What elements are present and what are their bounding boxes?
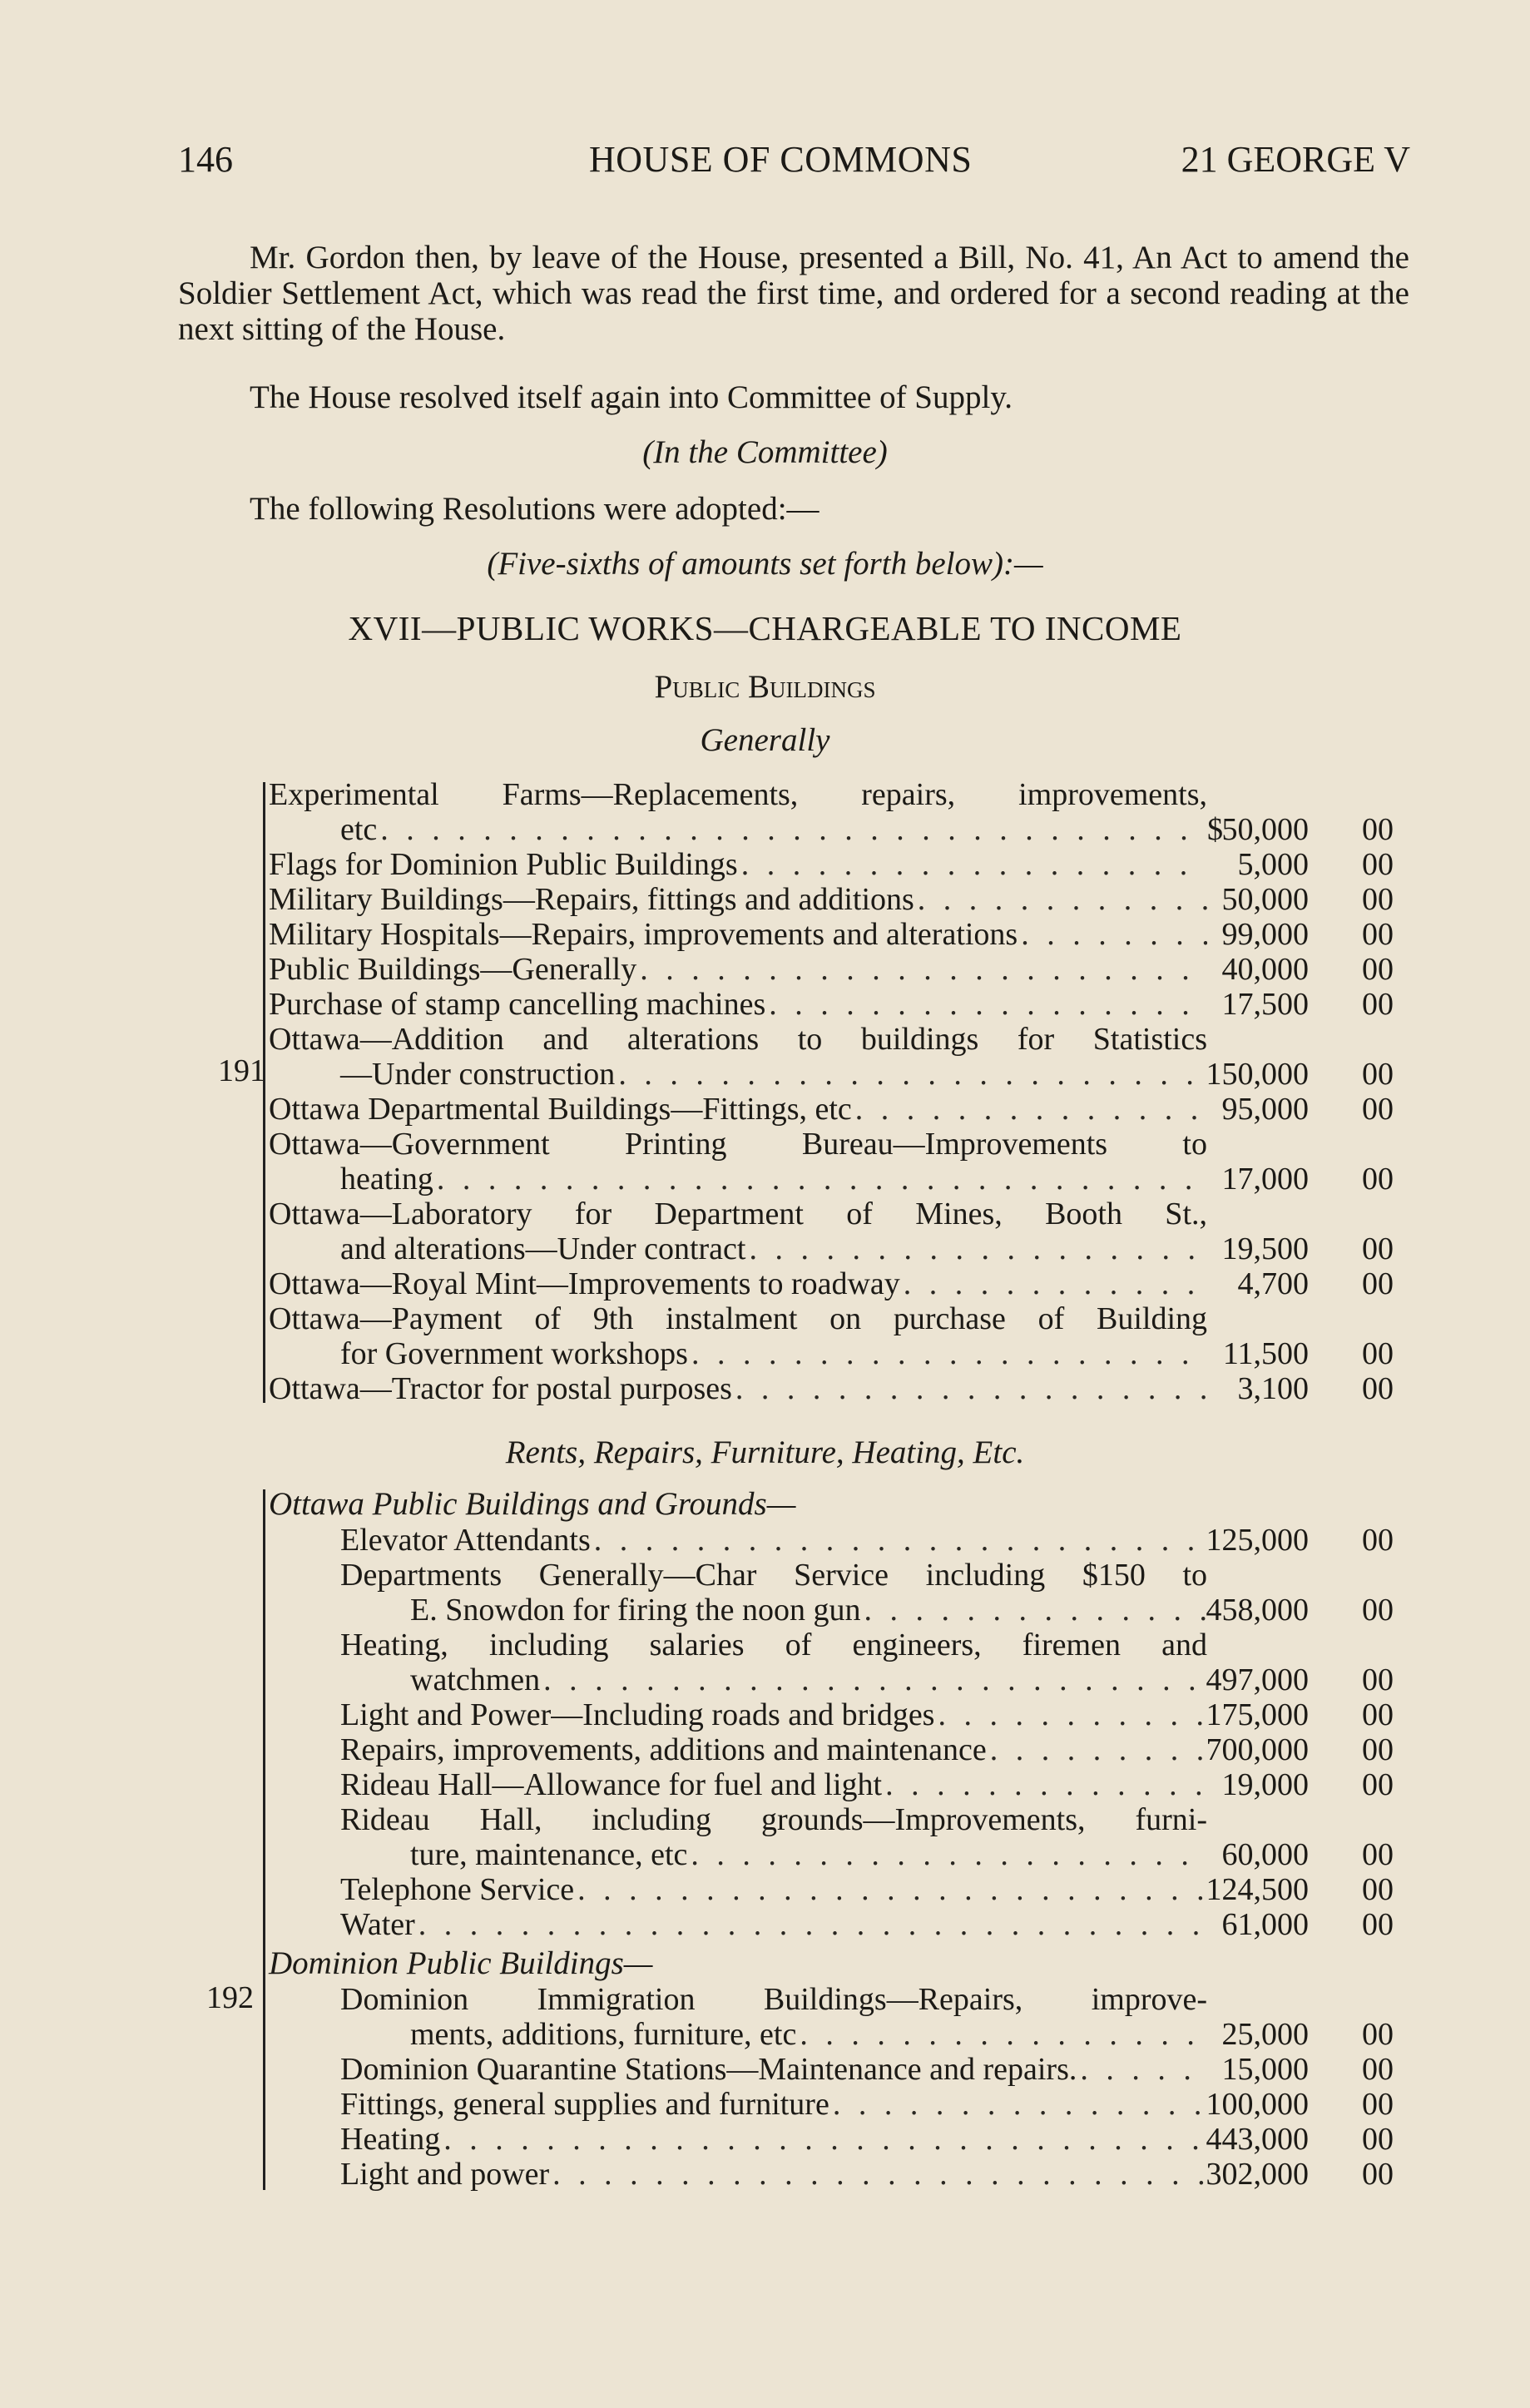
entry-description: watchmen [410, 1662, 541, 1697]
entry-amount: 17,500 [1221, 987, 1309, 1022]
entry-row [269, 1837, 1415, 1872]
entry-row [269, 1092, 1415, 1127]
entry-row [269, 1872, 1415, 1907]
page-number: 146 [178, 139, 233, 180]
group-192-label: 192 [206, 1980, 254, 2015]
entry-description: Experimental Farms—Replacements, repairs, improvements, [269, 777, 1207, 812]
entry-description: Rideau Hall—Allowance for fuel and light [340, 1767, 883, 1802]
entry-amount: 61,000 [1221, 1907, 1309, 1942]
entry-amount: 4,700 [1237, 1266, 1309, 1301]
group-191-label: 191 [218, 1053, 265, 1088]
leader-dots [618, 1057, 1207, 1092]
leader-dots [749, 1231, 1207, 1266]
entry-amount: 124,500 [1206, 1872, 1309, 1907]
entry-cents: 00 [1362, 987, 1394, 1022]
group-192-bracket [263, 1489, 265, 2190]
entry-description: for Government workshops [340, 1336, 688, 1371]
entry-amount: 15,000 [1221, 2052, 1309, 2087]
group-191-list [269, 777, 1415, 1406]
in-committee-line: (In the Committee) [642, 434, 888, 470]
leader-dots [443, 2122, 1207, 2157]
entry-cents: 00 [1362, 1907, 1394, 1942]
public-buildings-heading: Public Buildings [654, 669, 876, 705]
entry-amount: 443,000 [1206, 2122, 1309, 2157]
entry-row [269, 1593, 1415, 1628]
entry-description: Rideau Hall, including grounds—Improvements, furni- [340, 1802, 1207, 1837]
leader-dots [594, 1523, 1207, 1558]
entry-row [269, 2122, 1415, 2157]
section-heading: XVII—PUBLIC WORKS—CHARGEABLE TO INCOME [348, 609, 1182, 647]
leader-dots [741, 847, 1207, 882]
entry-cents: 00 [1362, 1523, 1394, 1558]
entry-description: E. Snowdon for firing the noon gun [410, 1593, 861, 1628]
entry-description: Departments Generally—Char Service including $150 to [340, 1558, 1207, 1593]
entry-cents: 00 [1362, 2017, 1394, 2052]
entry-description: Ottawa—Laboratory for Department of Mines, Booth St., [269, 1197, 1207, 1231]
entry-amount: 19,500 [1221, 1231, 1309, 1266]
entry-row [269, 1301, 1415, 1336]
leader-dots [990, 1732, 1207, 1767]
leader-dots [691, 1837, 1207, 1872]
entry-cents: 00 [1362, 1662, 1394, 1697]
entry-description: Ottawa—Royal Mint—Improvements to roadway [269, 1266, 900, 1301]
entry-row [269, 812, 1415, 847]
entry-amount: 95,000 [1221, 1092, 1309, 1127]
entry-amount: 60,000 [1221, 1837, 1309, 1872]
resolutions-line: The following Resolutions were adopted:— [250, 491, 819, 527]
entry-amount: 497,000 [1206, 1662, 1309, 1697]
entry-description: Dominion Immigration Buildings—Repairs, improve- [340, 1982, 1207, 2017]
entry-description: Ottawa—Payment of 9th instalment on purchase of Building [269, 1301, 1207, 1336]
intro-paragraph: Mr. Gordon then, by leave of the House, presented a Bill, No. 41, An Act to amend the Soldier Settlement Act, which was read the first time, and ordered for a second reading at the next sitting of the House. [178, 240, 1409, 347]
entry-row [269, 1523, 1415, 1558]
entry-row [269, 2157, 1415, 2192]
entry-description: Ottawa—Tractor for postal purposes [269, 1371, 732, 1406]
entry-row [269, 1558, 1415, 1593]
leader-dots [885, 1767, 1207, 1802]
entry-row [269, 2017, 1415, 2052]
regnal-year: 21 GEORGE V [1181, 139, 1410, 180]
entry-cents: 00 [1362, 1697, 1394, 1732]
entry-amount: 5,000 [1237, 847, 1309, 882]
entry-description: Fittings, general supplies and furniture [340, 2087, 829, 2122]
entry-amount: 40,000 [1221, 952, 1309, 987]
entry-amount: 50,000 [1221, 812, 1309, 847]
leader-dots [904, 1266, 1207, 1301]
entry-description: Dominion Quarantine Stations—Maintenance and repairs. [340, 2052, 1077, 2087]
entry-amount: 25,000 [1221, 2017, 1309, 2052]
entry-row [269, 1732, 1415, 1767]
leader-dots [800, 2017, 1207, 2052]
leader-dots [1021, 917, 1207, 952]
entry-cents: 00 [1362, 1593, 1394, 1628]
entry-cents: 00 [1362, 847, 1394, 882]
entry-cents: 00 [1362, 1162, 1394, 1197]
leader-dots [691, 1336, 1207, 1371]
entry-row [269, 1662, 1415, 1697]
entry-description: Light and power [340, 2157, 550, 2192]
entry-description: Heating [340, 2122, 441, 2157]
entry-cents: 00 [1362, 952, 1394, 987]
leader-dots [833, 2087, 1207, 2122]
entry-description: Elevator Attendants [340, 1523, 591, 1558]
entry-amount: 50,000 [1221, 882, 1309, 917]
entry-cents: 00 [1362, 1266, 1394, 1301]
entry-row [269, 1802, 1415, 1837]
entry-description: ture, maintenance, etc [410, 1837, 688, 1872]
entry-cents: 00 [1362, 2087, 1394, 2122]
entry-amount: 302,000 [1206, 2157, 1309, 2192]
entry-row [269, 1907, 1415, 1942]
entry-row [269, 1057, 1415, 1092]
leader-dots [552, 2157, 1207, 2192]
entry-description: Military Buildings—Repairs, fittings and additions [269, 882, 914, 917]
generally-heading: Generally [700, 722, 830, 758]
rents-heading: Rents, Repairs, Furniture, Heating, Etc. [505, 1434, 1025, 1470]
entry-row [269, 917, 1415, 952]
entry-row [269, 1197, 1415, 1231]
entry-description: Repairs, improvements, additions and maintenance [340, 1732, 987, 1767]
entry-amount: 3,100 [1237, 1371, 1309, 1406]
entry-cents: 00 [1362, 2122, 1394, 2157]
entry-description: Heating, including salaries of engineers, firemen and [340, 1628, 1207, 1662]
entry-description: ments, additions, furniture, etc [410, 2017, 797, 2052]
entry-cents: 00 [1362, 917, 1394, 952]
entry-row [269, 1371, 1415, 1406]
committee-line: The House resolved itself again into Committee of Supply. [250, 379, 1013, 415]
entry-cents: 00 [1362, 1872, 1394, 1907]
entry-row [269, 1231, 1415, 1266]
entry-amount: 17,000 [1221, 1162, 1309, 1197]
entry-row [269, 1982, 1415, 2017]
entry-cents: 00 [1362, 1057, 1394, 1092]
leader-dots [1080, 2052, 1207, 2087]
entry-amount: 700,000 [1206, 1732, 1309, 1767]
entry-row [269, 987, 1415, 1022]
entry-amount: 19,000 [1221, 1767, 1309, 1802]
leader-dots [380, 812, 1207, 847]
entry-cents: 00 [1362, 1336, 1394, 1371]
entry-amount: 100,000 [1206, 2087, 1309, 2122]
entry-cents: 00 [1362, 1371, 1394, 1406]
entry-cents: 00 [1362, 1767, 1394, 1802]
entry-description: Water [340, 1907, 415, 1942]
entry-row [269, 2052, 1415, 2087]
five-sixths-line: (Five-sixths of amounts set forth below):— [487, 546, 1043, 582]
entry-row [269, 1628, 1415, 1662]
leader-dots [855, 1092, 1207, 1127]
entry-row [269, 882, 1415, 917]
leader-dots [918, 882, 1207, 917]
entry-cents: 00 [1362, 812, 1394, 847]
entry-description: Ottawa Departmental Buildings—Fittings, etc [269, 1092, 852, 1127]
dominion-subheading: Dominion Public Buildings— [269, 1945, 653, 1981]
entry-description: Ottawa—Government Printing Bureau—Improvements to [269, 1127, 1207, 1162]
entry-row [269, 1336, 1415, 1371]
entry-row [269, 1266, 1415, 1301]
leader-dots [437, 1162, 1207, 1197]
leader-dots [543, 1662, 1207, 1697]
entry-row [269, 777, 1415, 812]
leader-dots [864, 1593, 1207, 1628]
entry-row [269, 2087, 1415, 2122]
entry-description: etc [340, 812, 378, 847]
entry-row [269, 952, 1415, 987]
entry-row [269, 1767, 1415, 1802]
entry-description: Purchase of stamp cancelling machines [269, 987, 766, 1022]
entry-description: Light and Power—Including roads and bridges [340, 1697, 935, 1732]
ottawa-subheading: Ottawa Public Buildings and Grounds— [269, 1486, 796, 1522]
group-192-dominion-list [269, 1982, 1415, 2192]
entry-description: Public Buildings—Generally [269, 952, 637, 987]
entry-cents: 00 [1362, 1837, 1394, 1872]
leader-dots [640, 952, 1207, 987]
entry-cents: 00 [1362, 1231, 1394, 1266]
entry-amount: 150,000 [1206, 1057, 1309, 1092]
entry-row [269, 847, 1415, 882]
entry-amount: 458,000 [1206, 1593, 1309, 1628]
entry-row [269, 1022, 1415, 1057]
leader-dots [938, 1697, 1207, 1732]
entry-cents: 00 [1362, 1092, 1394, 1127]
entry-row [269, 1127, 1415, 1162]
leader-dots [769, 987, 1207, 1022]
entry-description: Telephone Service [340, 1872, 575, 1907]
entry-description: and alterations—Under contract [340, 1231, 746, 1266]
entry-description: —Under construction [340, 1057, 616, 1092]
entry-description: Ottawa—Addition and alterations to buildings for Statistics [269, 1022, 1207, 1057]
entry-amount: 125,000 [1206, 1523, 1309, 1558]
group-192-ottawa-list [269, 1523, 1415, 1942]
group-191-bracket [263, 782, 265, 1403]
entry-cents: 00 [1362, 2052, 1394, 2087]
entry-description: heating [340, 1162, 433, 1197]
entry-amount: 11,500 [1222, 1336, 1309, 1371]
dollar-sign: $ [1207, 812, 1223, 847]
leader-dots [735, 1371, 1207, 1406]
entry-cents: 00 [1362, 882, 1394, 917]
entry-amount: 175,000 [1206, 1697, 1309, 1732]
entry-row [269, 1162, 1415, 1197]
leader-dots [418, 1907, 1207, 1942]
entry-row [269, 1697, 1415, 1732]
entry-cents: 00 [1362, 2157, 1394, 2192]
entry-description: Flags for Dominion Public Buildings [269, 847, 738, 882]
entry-cents: 00 [1362, 1732, 1394, 1767]
entry-description: Military Hospitals—Repairs, improvements and alterations [269, 917, 1018, 952]
leader-dots [577, 1872, 1207, 1907]
entry-amount: 99,000 [1221, 917, 1309, 952]
running-title: HOUSE OF COMMONS [589, 139, 973, 180]
